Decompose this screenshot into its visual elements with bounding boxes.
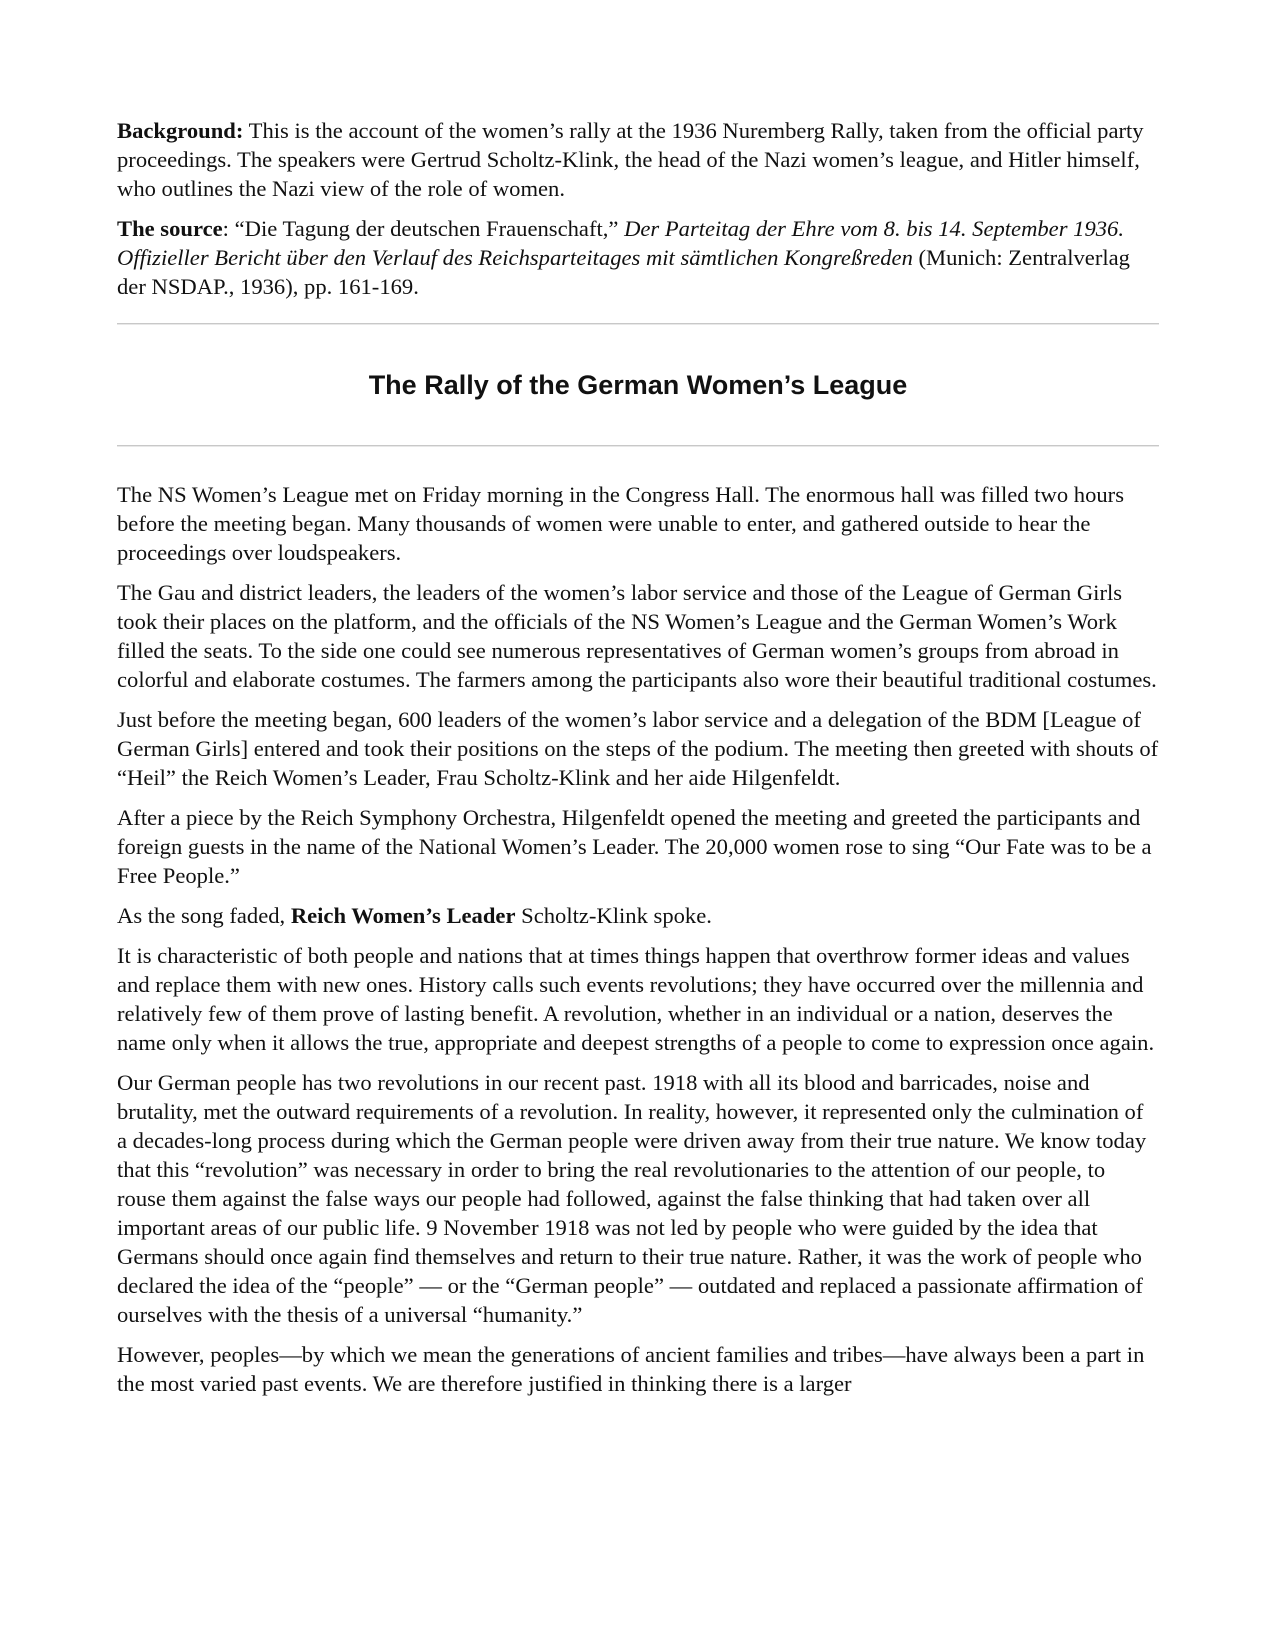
source-publication-info: (Munich: Zentralverlag der NSDAP., 1936), pp. 161-169. (117, 245, 1130, 299)
source-book-title: Der Parteitag der Ehre vom 8. bis 14. September 1936. Offizieller Bericht über den Verlauf des Reichsparteitages mit sämtlichen Kongreßreden (117, 216, 1124, 270)
paragraph-5-end: Scholtz-Klink spoke. (515, 903, 712, 928)
paragraph-4: After a piece by the Reich Symphony Orchestra, Hilgenfeldt opened the meeting and greeted the participants and foreign guests in the name of the National Women’s Leader. The 20,000 women rose to sing “Our Fate was to be a Free People.” (117, 805, 1152, 888)
paragraph-5 (117, 901, 1159, 930)
paragraph-7: Our German people has two revolutions in our recent past. 1918 with all its blood and barricades, noise and brutality, met the outward requirements of a revolution. In reality, however, it represented only the culmination of a decades-long process during which the German people were driven away from their true nature. We know today that this “revolution” was necessary in order to bring the real revolutionaries to the attention of our people, to rouse them against the false ways our people had followed, against the false thinking that had taken over all important areas of our public life. 9 November 1918 was not led by people who were guided by the idea that Germans should once again find themselves and return to their true nature. Rather, it was the work of people who declared the idea of the “people” — or the “German people” — outdated and replaced a passionate affirmation of ourselves with the thesis of a universal “humanity.” (117, 1070, 1147, 1327)
paragraph-5-intro: As the song faded, (117, 903, 291, 928)
page-title: The Rally of the German Women’s League (368, 370, 908, 400)
background-text: This is the account of the women’s rally at the 1936 Nuremberg Rally, taken from the official party proceedings. The speakers were Gertrud Scholtz-Klink, the head of the Nazi women’s league, and Hitler himself, who outlines the Nazi view of the role of women. (117, 118, 1144, 201)
source-label: The source (117, 216, 223, 241)
background-paragraph (117, 116, 1159, 203)
source-quoted-title: “Die Tagung der deutschen Frauenschaft,” (234, 216, 625, 241)
background-label: Background: (117, 118, 244, 143)
document-page (117, 116, 1159, 1409)
paragraph-1: The NS Women’s League met on Friday morning in the Congress Hall. The enormous hall was filled two hours before the meeting began. Many thousands of women were unable to enter, and gathered outside to hear the proceedings over loudspeakers. (117, 482, 1124, 565)
paragraph-2: The Gau and district leaders, the leaders of the women’s labor service and those of the League of German Girls took their places on the platform, and the officials of the NS Women’s League and the German Women’s Work filled the seats. To the side one could see numerous representatives of German women’s groups from abroad in colorful and elaborate costumes. The farmers among the participants also wore their beautiful traditional costumes. (117, 580, 1157, 692)
divider-bottom (117, 445, 1159, 447)
paragraph-3: Just before the meeting began, 600 leaders of the women’s labor service and a delegation of the BDM [League of German Girls] entered and took their positions on the steps of the podium. The meeting then greeted with shouts of “Heil” the Reich Women’s Leader, Frau Scholtz-Klink and her aide Hilgenfeldt. (117, 707, 1159, 790)
paragraph-8: However, peoples—by which we mean the generations of ancient families and tribes—have always been a part in the most varied past events. We are therefore justified in thinking there is a larger (117, 1342, 1145, 1396)
paragraph-6: It is characteristic of both people and nations that at times things happen that overthrow former ideas and values and replace them with new ones. History calls such events revolutions; they have occurred over the millennia and relatively few of them prove of lasting benefit. A revolution, whether in an individual or a nation, deserves the name only when it allows the true, appropriate and deepest strengths of a people to come to expression once again. (117, 943, 1155, 1055)
speaker-title: Reich Women’s Leader (290, 903, 516, 928)
source-paragraph (117, 214, 1159, 301)
source-separator: : (222, 216, 235, 241)
